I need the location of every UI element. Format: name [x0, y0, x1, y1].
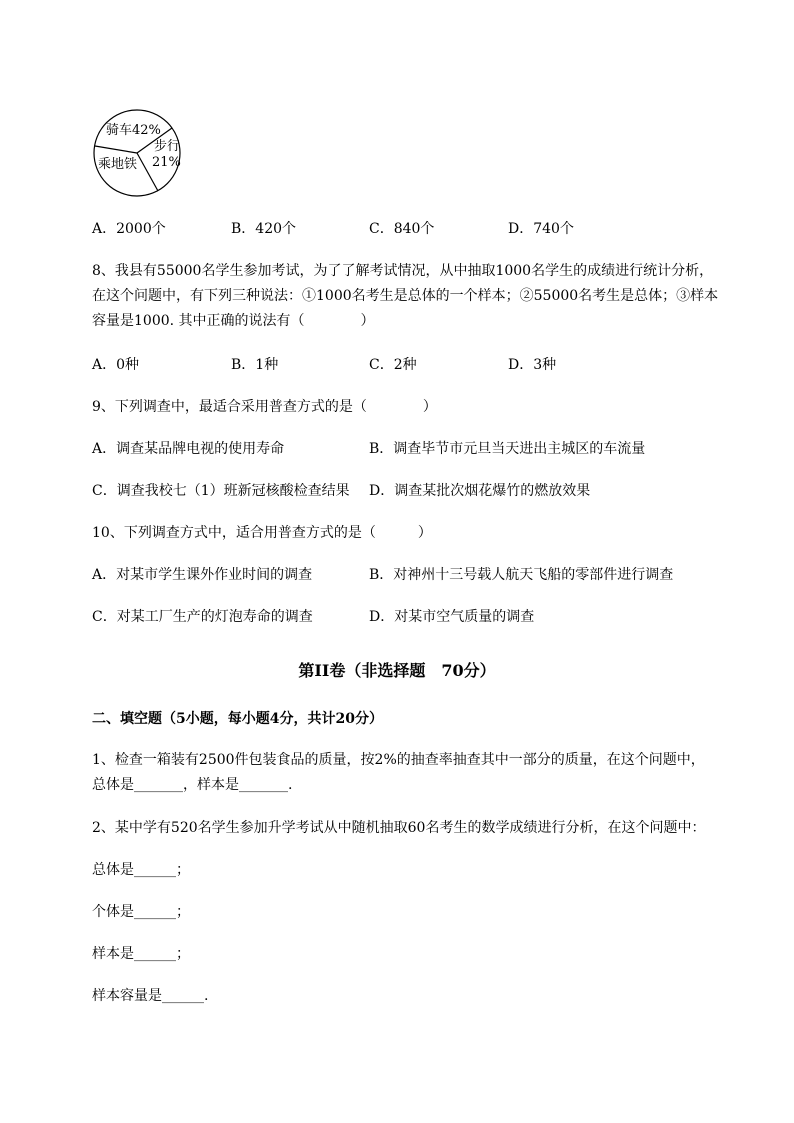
- fill2-blank-a: 总体是______；: [92, 862, 190, 878]
- q8-option-a: A．0种: [92, 357, 140, 373]
- q8-line-2: 在这个问题中，有下列三种说法：①1000名考生是总体的一个样本；②55000名考生是总体；③样本: [92, 288, 719, 304]
- q7-option-a: A．2000个: [92, 221, 166, 237]
- q8-line-3: 容量是1000. 其中正确的说法有（ ）: [92, 313, 375, 329]
- pie-label-walk-1: 步行: [154, 139, 181, 154]
- q7-option-b: B．420个: [231, 221, 297, 237]
- q10-stem: 10、下列调查方式中，适合用普查方式的是（ ）: [92, 525, 432, 541]
- pie-figure: [92, 108, 182, 198]
- q10-option-a: A．对某市学生课外作业时间的调查: [92, 567, 313, 583]
- q10-option-c: C．对某工厂生产的灯泡寿命的调查: [92, 609, 313, 625]
- q8-option-b: B．1种: [231, 357, 279, 373]
- pie-divider-left: [95, 146, 137, 153]
- fill2-blank-b: 个体是______；: [92, 904, 190, 920]
- q8-option-d: D．3种: [508, 357, 557, 373]
- q8-option-c: C．2种: [369, 357, 417, 373]
- fill1-line-1: 1、检查一箱装有2500件包装食品的质量，按2%的抽查率抽查其中一部分的质量，在这个问题中，: [92, 752, 705, 768]
- q7-option-c: C．840个: [369, 221, 435, 237]
- q7-option-d: D．740个: [508, 221, 574, 237]
- fill2-blank-d: 样本容量是______.: [92, 988, 209, 1004]
- q9-option-d: D．调查某批次烟花爆竹的燃放效果: [369, 483, 591, 499]
- pie-label-walk-2: 21%: [152, 155, 181, 170]
- pie-label-subway: 乘地铁: [98, 157, 138, 172]
- q9-option-c: C．调查我校七（1）班新冠核酸检查结果: [92, 483, 350, 499]
- q9-stem: 9、下列调查中，最适合采用普查方式的是（ ）: [92, 399, 437, 415]
- pie-label-bike: 骑车42%: [106, 123, 161, 138]
- fill2-blank-c: 样本是______；: [92, 946, 190, 962]
- fill2-stem: 2、某中学有520名学生参加升学考试从中随机抽取60名考生的数学成绩进行分析，在这个问题中：: [92, 820, 706, 836]
- q8-line-1: 8、我县有55000名学生参加考试，为了了解考试情况，从中抽取1000名学生的成绩进行统计分析，: [92, 263, 714, 279]
- q10-option-d: D．对某市空气质量的调查: [369, 609, 535, 625]
- q10-option-b: B．对神州十三号载人航天飞船的零部件进行调查: [369, 567, 674, 583]
- q9-option-b: B．调查毕节市元旦当天进出主城区的车流量: [369, 441, 646, 457]
- fill-section-title: 二、填空题（5小题，每小题4分，共计20分）: [92, 711, 383, 727]
- q9-option-a: A．调查某品牌电视的使用寿命: [92, 441, 285, 457]
- fill1-line-2: 总体是_______，样本是_______.: [92, 777, 293, 793]
- part2-title: 第II卷（非选择题 70分）: [298, 661, 496, 680]
